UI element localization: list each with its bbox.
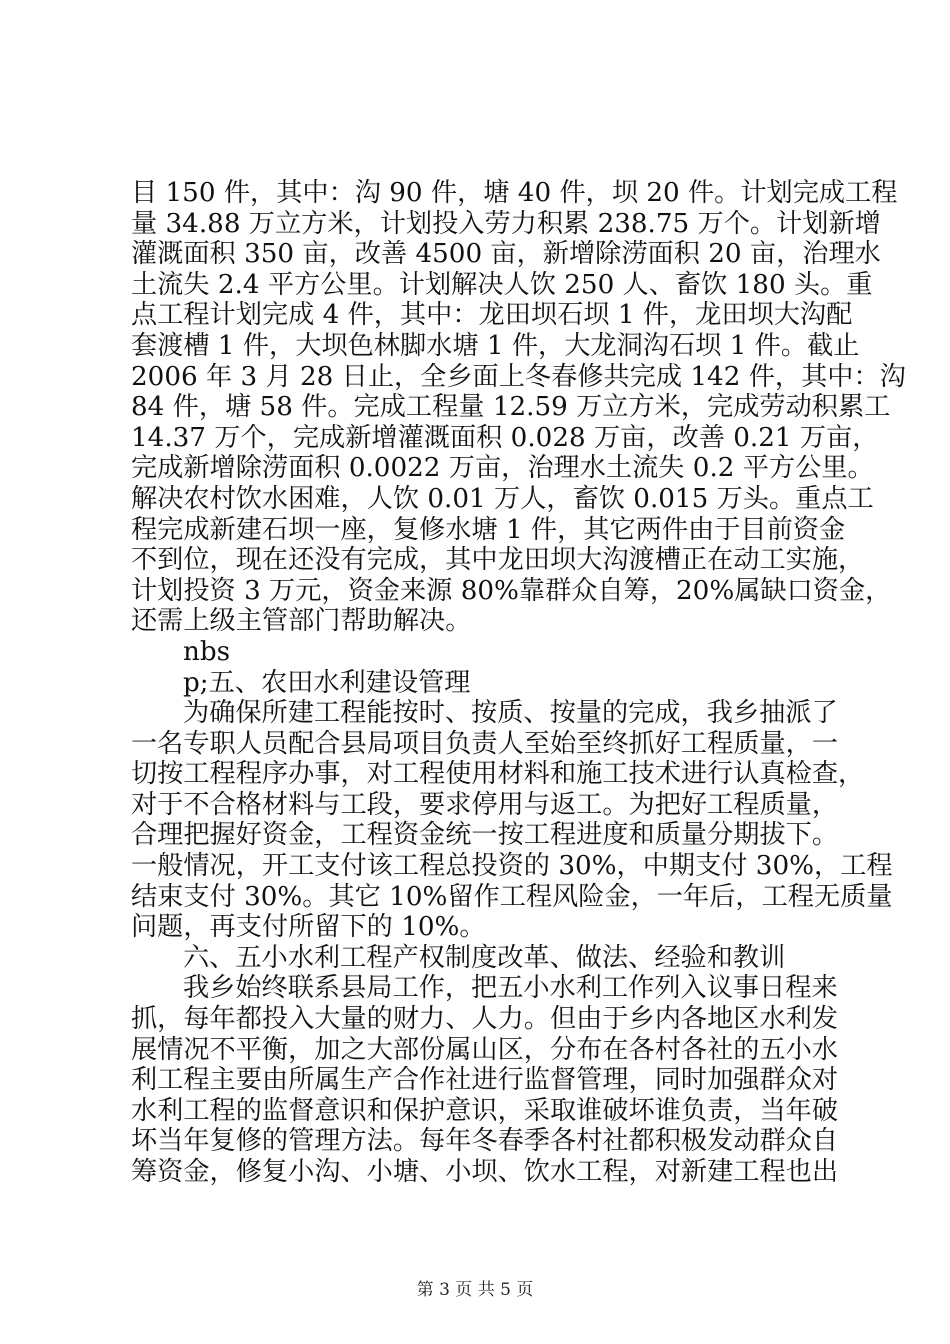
paragraph-line: 计划投资 3 万元，资金来源 80%靠群众自筹，20%属缺口资金， xyxy=(131,575,892,606)
paragraph-line: 不到位，现在还没有完成，其中龙田坝大沟渡槽正在动工实施， xyxy=(131,545,865,576)
paragraph-line: 84 件，塘 58 件。完成工程量 12.59 万立方米，完成劳动积累工 xyxy=(131,392,891,423)
paragraph-line: 土流失 2.4 平方公里。计划解决人饮 250 人、畜饮 180 头。重 xyxy=(131,269,873,300)
paragraph-line: 程完成新建石坝一座，复修水塘 1 件，其它两件由于目前资金 xyxy=(131,514,846,545)
paragraph-2 xyxy=(131,698,893,943)
paragraph-line: 合理把握好资金，工程资金统一按工程进度和质量分期拔下。 xyxy=(131,820,839,851)
stray-fragment: nbs xyxy=(183,636,231,667)
paragraph-line: 我乡始终联系县局工作，把五小水利工作列入议事日程来 xyxy=(183,973,838,1004)
paragraph-line: 套渡槽 1 件，大坝色林脚水塘 1 件，大龙洞沟石坝 1 件。截止 xyxy=(131,330,860,361)
paragraph-3 xyxy=(131,973,839,1187)
paragraph-line: 灌溉面积 350 亩，改善 4500 亩，新增除涝面积 20 亩，治理水 xyxy=(131,239,881,270)
paragraph-line: 一般情况，开工支付该工程总投资的 30%，中期支付 30%，工程 xyxy=(131,851,893,882)
paragraph-line: 14.37 万个，完成新增灌溉面积 0.028 万亩，改善 0.21 万亩， xyxy=(131,422,879,453)
paragraph-line: 点工程计划完成 4 件，其中：龙田坝石坝 1 件，龙田坝大沟配 xyxy=(131,300,853,331)
page-number-footer: 第 3 页 共 5 页 xyxy=(416,1280,534,1300)
section-heading-6: 六、五小水利工程产权制度改革、做法、经验和教训 xyxy=(183,942,786,973)
paragraph-line: 结束支付 30%。其它 10%留作工程风险金，一年后，工程无质量 xyxy=(131,881,893,912)
paragraph-line: 问题，再支付所留下的 10%。 xyxy=(131,912,486,943)
paragraph-line: 坏当年复修的管理方法。每年冬春季各村社都积极发动群众自 xyxy=(131,1126,839,1157)
paragraph-line: 完成新增除涝面积 0.0022 万亩，治理水土流失 0.2 平方公里。 xyxy=(131,453,874,484)
paragraph-line: 还需上级主管部门帮助解决。 xyxy=(131,606,472,637)
paragraph-line: 对于不合格材料与工段，要求停用与返工。为把好工程质量， xyxy=(131,789,839,820)
paragraph-line: 切按工程程序办事，对工程使用材料和施工技术进行认真检查， xyxy=(131,759,865,790)
section-heading-5: p;五、农田水利建设管理 xyxy=(183,667,471,698)
paragraph-line: 水利工程的监督意识和保护意识，采取谁破坏谁负责，当年破 xyxy=(131,1095,839,1126)
paragraph-line: 目 150 件，其中：沟 90 件，塘 40 件，坝 20 件。计划完成工程 xyxy=(131,178,898,208)
document-body xyxy=(131,178,906,1188)
paragraph-line: 量 34.88 万立方米，计划投入劳力积累 238.75 万个。计划新增 xyxy=(131,208,881,239)
paragraph-line: 解决农村饮水困难，人饮 0.01 万人，畜饮 0.015 万头。重点工 xyxy=(131,483,874,514)
paragraph-line: 利工程主要由所属生产合作社进行监督管理，同时加强群众对 xyxy=(131,1065,839,1096)
paragraph-line: 为确保所建工程能按时、按质、按量的完成，我乡抽派了 xyxy=(183,698,838,729)
paragraph-line: 筹资金，修复小沟、小塘、小坝、饮水工程，对新建工程也出 xyxy=(131,1157,839,1187)
paragraph-line: 一名专职人员配合县局项目负责人至始至终抓好工程质量，一 xyxy=(131,728,839,759)
paragraph-line: 抓，每年都投入大量的财力、人力。但由于乡内各地区水利发 xyxy=(131,1004,839,1035)
paragraph-1 xyxy=(131,178,906,637)
paragraph-line: 2006 年 3 月 28 日止，全乡面上冬春修共完成 142 件，其中：沟 xyxy=(131,361,906,392)
paragraph-line: 展情况不平衡，加之大部份属山区，分布在各村各社的五小水 xyxy=(131,1034,839,1065)
